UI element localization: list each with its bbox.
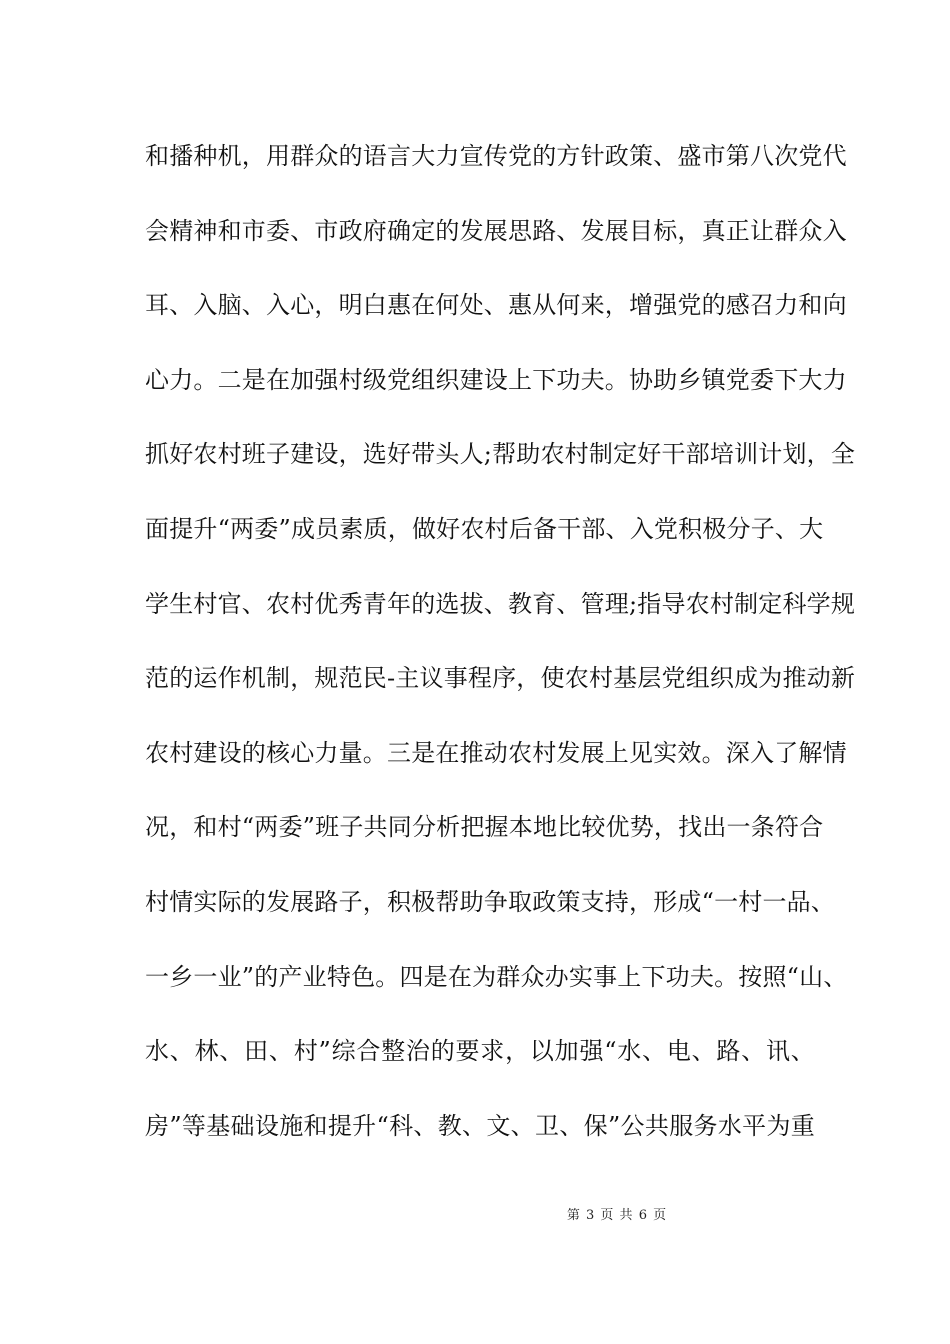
body-text [145,138,856,1182]
text-line-14: 房”等基础设施和提升“科、教、文、卫、保”公共服务水平为重 [145,1111,815,1140]
text-line-5: 抓好农村班子建设，选好带头人;帮助农村制定好干部培训计划，全 [145,440,856,469]
text-line-13: 水、林、田、村”综合整治的要求，以加强“水、电、路、讯、 [145,1037,815,1066]
text-line-8: 范的运作机制，规范民-主议事程序，使农村基层党组织成为推动新 [145,664,856,693]
text-line-7: 学生村官、农村优秀青年的选拔、教育、管理;指导农村制定科学规 [145,589,856,618]
text-line-10: 况，和村“两委”班子共同分析把握本地比较优势，找出一条符合 [145,813,824,842]
text-line-6: 面提升“两委”成员素质，做好农村后备干部、入党积极分子、大 [145,514,824,543]
page-footer [0,1207,950,1225]
page-number: 第 3 页 共 6 页 [566,1208,668,1223]
text-line-2: 会精神和市委、市政府确定的发展思路、发展目标，真正让群众入 [145,216,847,245]
text-line-4: 心力。二是在加强村级党组织建设上下功夫。协助乡镇党委下大力 [145,365,847,394]
text-line-12: 一乡一业”的产业特色。四是在为群众办实事上下功夫。按照“山、 [145,962,848,991]
text-line-3: 耳、入脑、入心，明白惠在何处、惠从何来，增强党的感召力和向 [145,291,847,320]
text-line-9: 农村建设的核心力量。三是在推动农村发展上见实效。深入了解情 [145,738,847,767]
text-line-11: 村情实际的发展路子，积极帮助争取政策支持，形成“一村一品、 [145,887,836,916]
text-line-1: 和播种机，用群众的语言大力宣传党的方针政策、盛市第八次党代 [145,142,847,170]
